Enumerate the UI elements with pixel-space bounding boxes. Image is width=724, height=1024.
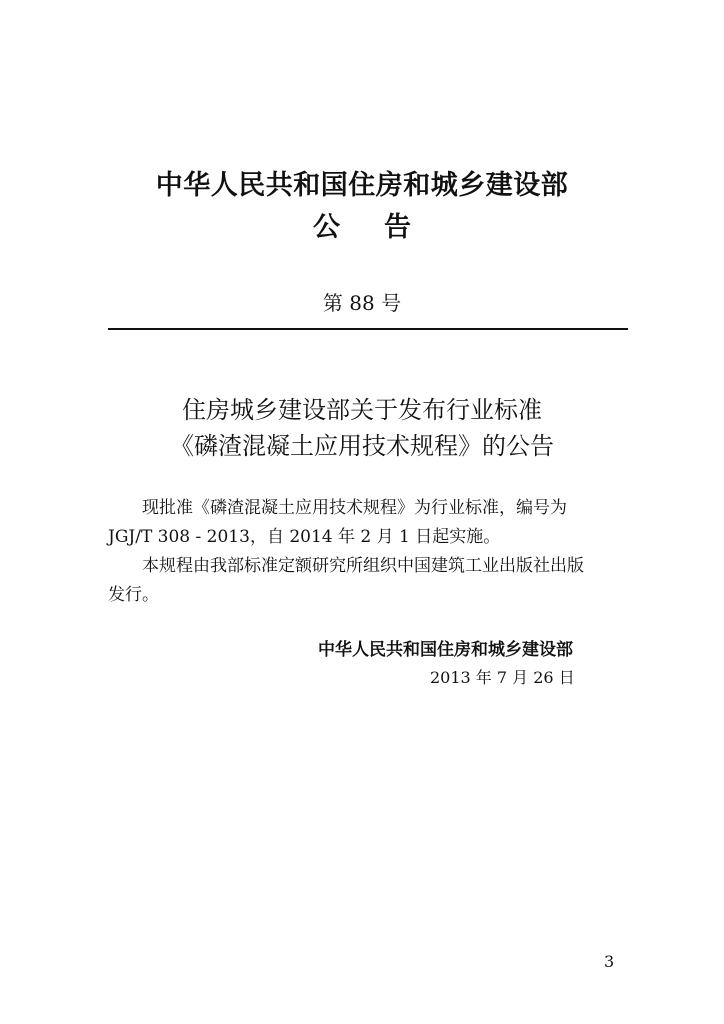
body-paragraph-1-line-2: JGJ/T 308 - 2013，自 2014 年 2 月 1 日起实施。	[108, 527, 501, 547]
page-number: 3	[604, 952, 615, 971]
notice-title-char-2: 告	[384, 212, 411, 243]
body-paragraph-1-line-1: 现批准《磷渣混凝土应用技术规程》为行业标准，编号为	[142, 498, 567, 518]
header-divider	[108, 328, 628, 330]
notice-number: 第 88 号	[322, 291, 402, 315]
body-paragraph-2-line-1: 本规程由我部标准定额研究所组织中国建筑工业出版社出版	[142, 556, 584, 576]
subject-line-2: 《磷渣混凝土应用技术规程》的公告	[170, 432, 554, 460]
notice-body	[108, 494, 630, 610]
issuer-signature: 中华人民共和国住房和城乡建设部	[318, 640, 573, 660]
subject-line-1: 住房城乡建设部关于发布行业标准	[182, 396, 542, 424]
issue-date: 2013 年 7 月 26 日	[430, 668, 575, 687]
ministry-title: 中华人民共和国住房和城乡建设部	[155, 170, 569, 201]
notice-subject	[0, 392, 724, 464]
notice-title	[0, 208, 724, 248]
body-paragraph-2-line-2: 发行。	[108, 585, 159, 605]
notice-title-char-1: 公	[313, 212, 340, 243]
